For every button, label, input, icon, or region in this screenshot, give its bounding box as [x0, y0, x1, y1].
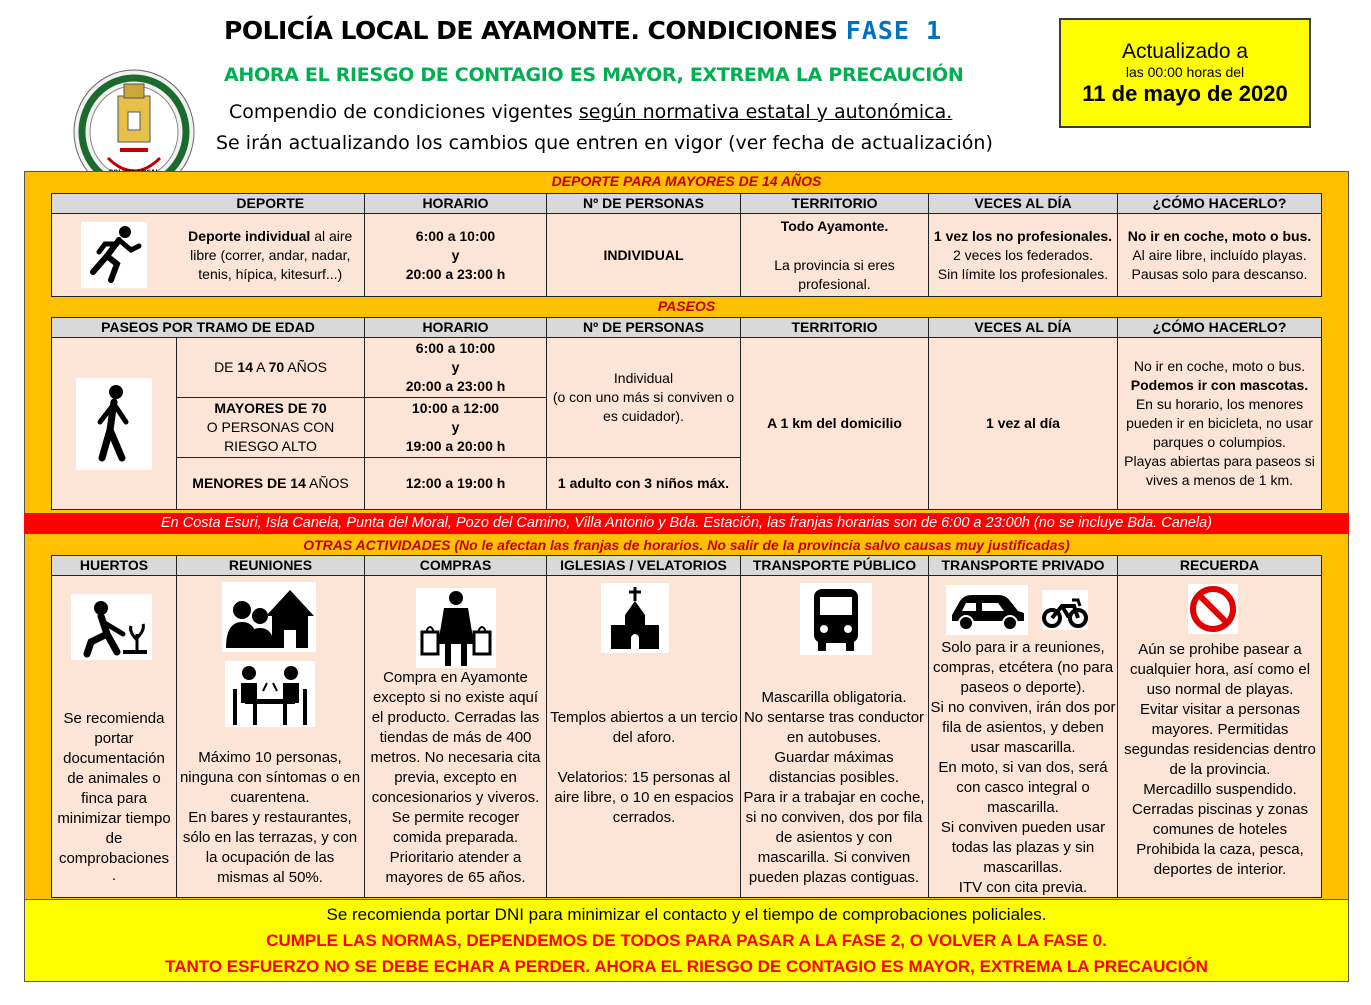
recuerda-text-3: Mercadillo suspendido. — [1143, 781, 1297, 798]
paseos-banner: PASEOS — [657, 298, 716, 314]
deporte-tipo — [177, 214, 365, 297]
r1-b2: 70 — [268, 359, 285, 375]
paseos-header-0: PASEOS POR TRAMO DE EDAD — [52, 318, 365, 338]
date-line-1: Actualizado a — [1121, 40, 1249, 63]
paseos-como-1: No ir en coche, moto o bus. — [1133, 358, 1306, 374]
r1-mid: A — [252, 359, 269, 375]
deporte-horario-1: 6:00 a 10:00 — [415, 227, 496, 244]
church-icon — [601, 583, 669, 653]
deporte-veces-3: Sin límite los profesionales. — [937, 265, 1109, 282]
deporte-banner: DEPORTE PARA MAYORES DE 14 AÑOS — [551, 173, 822, 189]
publico-text-3: Guardar máximas distancias posibles. — [768, 749, 900, 786]
deporte-veces-2: 2 veces los federados. — [952, 246, 1094, 263]
publico-text-1: Mascarilla obligatoria. — [761, 689, 907, 706]
footer-line-1: Se recomienda portar DNI para minimizar el contacto y el tiempo de comprobaciones policiales. — [326, 905, 1047, 924]
otras-header-4: TRANSPORTE PÚBLICO — [741, 556, 929, 576]
header-line-1 — [229, 101, 952, 123]
paseos-veces: 1 vez al día — [929, 338, 1118, 510]
paseos-table — [51, 317, 1322, 510]
compras-text — [366, 668, 545, 888]
date-line-3: 11 de mayo de 2020 — [1082, 81, 1288, 106]
r1-h1: 6:00 a 10:00 — [415, 340, 496, 356]
people-house-icon — [222, 582, 316, 652]
deporte-territorio-1: Todo Ayamonte. — [780, 217, 889, 234]
publico-text — [742, 688, 926, 888]
paseos-personas-menores: 1 adulto con 3 niños máx. — [547, 458, 741, 510]
deporte-como-2: Al aire libre, incluído playas. — [1132, 246, 1307, 263]
reuniones-text-2: En bares y restaurantes, sólo en las terrazas, y con la ocupación de las mismas al 50%. — [182, 809, 358, 886]
paseos-personas-1: Individual — [613, 370, 674, 386]
runner-cell — [52, 214, 177, 297]
page-title — [224, 16, 942, 45]
huertos-text-1: Se recomienda portar documentación de animales o finca para minimizar tiempo de comprobaciones — [57, 710, 171, 867]
r1-pre: DE — [214, 359, 238, 375]
otras-header-0: HUERTOS — [52, 556, 177, 576]
paseos-header-5: ¿CÓMO HACERLO? — [1118, 318, 1322, 338]
car-icon — [946, 585, 1028, 635]
r2-rest: O PERSONAS CON RIESGO ALTO — [206, 419, 335, 454]
privado-text-3: En moto, si van dos, será con casco integral o mascarilla. — [938, 759, 1108, 816]
privado-text — [930, 638, 1116, 898]
bus-icon — [800, 583, 872, 655]
paseos-row-mayores-horario — [365, 398, 547, 458]
r2-h3: 19:00 a 20:00 h — [405, 438, 506, 454]
iglesias-text-1: Templos abiertos a un tercio del aforo. — [550, 709, 738, 746]
deporte-personas: INDIVIDUAL — [547, 214, 741, 297]
deporte-territorio — [741, 214, 929, 297]
deporte-header-2: Nº DE PERSONAS — [547, 194, 741, 214]
compras-text-2: Se permite recoger comida preparada. — [391, 809, 520, 846]
deporte-veces — [929, 214, 1118, 297]
huertos-text — [53, 709, 175, 883]
r2-h2: y — [451, 419, 460, 435]
r1-post: AÑOS — [284, 359, 327, 375]
r1-h3: 20:00 a 23:00 h — [405, 378, 506, 394]
privado-text-1: Solo para ir a reuniones, compras, etcétera (no para paseos o deporte). — [932, 639, 1114, 696]
red-notice-band: En Costa Esuri, Isla Canela, Punta del Moral, Pozo del Camino, Villa Antonio y Bda. Estación, las franjas horarias son de 6:00 a 23:00h (no se incluye Bda. Canela) — [24, 513, 1349, 534]
footer-banner — [24, 899, 1349, 982]
recuerda-text-5: Prohibida la caza, pesca, deportes de interior. — [1136, 841, 1304, 878]
deporte-header-1: HORARIO — [365, 194, 547, 214]
deporte-header-icon-col — [52, 194, 177, 214]
walker-icon — [76, 378, 152, 470]
paseos-header-2: Nº DE PERSONAS — [547, 318, 741, 338]
otras-header-2: COMPRAS — [365, 556, 547, 576]
iglesias-text — [549, 708, 739, 828]
deporte-horario-2: y — [451, 246, 460, 263]
reuniones-text — [178, 748, 362, 888]
r2-bold: MAYORES DE 70 — [214, 400, 327, 416]
motorcycle-icon — [1042, 590, 1088, 630]
title-main: POLICÍA LOCAL DE AYAMONTE. CONDICIONES — [224, 16, 838, 45]
deporte-horario-3: 20:00 a 23:00 h — [405, 265, 506, 282]
recuerda-text — [1120, 640, 1320, 880]
paseos-header-1: HORARIO — [365, 318, 547, 338]
huertos-text-dot: . — [111, 867, 117, 884]
deporte-header-5: ¿CÓMO HACERLO? — [1118, 194, 1322, 214]
otras-header-6: RECUERDA — [1118, 556, 1322, 576]
shopping-icon — [416, 588, 496, 668]
deporte-horario — [365, 214, 547, 297]
recuerda-text-1: Aún se prohibe pasear a cualquier hora, así como el uso normal de playas. — [1129, 641, 1311, 698]
deporte-tipo-rest: al aire libre (correr, andar, nadar, tenis, hípica, kitesurf...) — [190, 227, 353, 282]
r2-h1: 10:00 a 12:00 — [411, 400, 500, 416]
compras-text-3: Prioritario atender a mayores de 65 años. — [385, 849, 526, 886]
otras-header-1: REUNIONES — [177, 556, 365, 576]
publico-text-4: Para ir a trabajar en coche, si no conviven, dos por fila de asientos y con mascarilla. Si conviven pueden plazas contiguas. — [743, 789, 925, 886]
paseos-row-14-70 — [177, 338, 365, 398]
header-line-1-underlined: según normativa estatal y autonómica. — [578, 101, 953, 123]
deporte-territorio-2: La provincia si eres profesional. — [774, 256, 895, 292]
compras-text-1: Compra en Ayamonte excepto si no existe aquí el producto. Cerradas las tiendas de más de 400 metros. No necesaria cita previa, excepto en concesionarios y viveros. — [370, 669, 541, 806]
paseos-como — [1118, 338, 1322, 510]
deporte-header-0: DEPORTE — [177, 194, 365, 214]
update-date-box — [1059, 18, 1311, 128]
paseos-row-14-70-horario — [365, 338, 547, 398]
meeting-table-icon — [225, 661, 315, 727]
runner-icon — [81, 222, 147, 288]
deporte-table — [51, 193, 1322, 297]
paseos-como-4: Playas abiertas para paseos si vives a menos de 1 km. — [1124, 453, 1315, 488]
deporte-tipo-bold: Deporte individual — [188, 227, 311, 244]
otras-banner: OTRAS ACTIVIDADES (No le afectan las franjas de horarios. No salir de la provincia salvo causas muy justificadas) — [303, 537, 1070, 553]
recuerda-text-4: Cerradas piscinas y zonas comunes de hoteles — [1132, 801, 1308, 838]
iglesias-text-2: Velatorios: 15 personas al aire libre, o 10 en espacios cerrados. — [554, 769, 734, 826]
footer-line-3: TANTO ESFUERZO NO SE DEBE ECHAR A PERDER. AHORA EL RIESGO DE CONTAGIO ES MAYOR, EXTREMA LA PRECAUCIÓN — [165, 957, 1208, 976]
reuniones-text-1: Máximo 10 personas, ninguna con síntomas o en cuarentena. — [179, 749, 361, 806]
date-line-2: las 00:00 horas del — [1125, 64, 1245, 80]
r3-rest: AÑOS — [305, 475, 349, 491]
privado-text-2: Si no conviven, irán dos por fila de asientos, y deben usar mascarilla. — [930, 699, 1116, 756]
gardening-icon — [71, 594, 152, 660]
paseos-como-2: Podemos ir con mascotas. — [1130, 377, 1309, 393]
paseos-header-3: TERRITORIO — [741, 318, 929, 338]
privado-text-5: ITV con cita previa. — [958, 879, 1088, 896]
paseos-row-menores-horario: 12:00 a 19:00 h — [365, 458, 547, 510]
r1-h2: y — [451, 359, 460, 375]
deporte-header-3: TERRITORIO — [741, 194, 929, 214]
paseos-como-3: En su horario, los menores pueden ir en bicicleta, no usar parques o columpios. — [1126, 396, 1313, 450]
paseos-territorio: A 1 km del domicilio — [741, 338, 929, 510]
paseos-header-4: VECES AL DÍA — [929, 318, 1118, 338]
walker-cell — [52, 338, 177, 510]
r3-bold: MENORES DE 14 — [192, 475, 306, 491]
paseos-row-mayores — [177, 398, 365, 458]
prohibited-icon — [1188, 584, 1238, 634]
otras-header-5: TRANSPORTE PRIVADO — [929, 556, 1118, 576]
title-fase: FASE 1 — [845, 16, 943, 45]
header-warning: AHORA EL RIESGO DE CONTAGIO ES MAYOR, EXTREMA LA PRECAUCIÓN — [224, 64, 964, 86]
header-line-2: Se irán actualizando los cambios que entren en vigor (ver fecha de actualización) — [216, 132, 993, 154]
privado-text-4: Si conviven pueden usar todas las plazas y sin mascarillas. — [940, 819, 1106, 876]
publico-text-2: No sentarse tras conductor en autobuses. — [743, 709, 925, 746]
deporte-como-3: Pausas solo para descanso. — [1131, 265, 1308, 282]
deporte-veces-1: 1 vez los no profesionales. — [933, 227, 1113, 244]
paseos-row-menores — [177, 458, 365, 510]
header-line-1-text: Compendio de condiciones vigentes — [229, 101, 573, 123]
r1-b1: 14 — [237, 359, 253, 375]
deporte-como — [1118, 214, 1322, 297]
deporte-header-4: VECES AL DÍA — [929, 194, 1118, 214]
otras-header-3: IGLESIAS / VELATORIOS — [547, 556, 741, 576]
deporte-como-1: No ir en coche, moto o bus. — [1127, 227, 1312, 244]
paseos-personas-2: (o con uno más si conviven o es cuidador). — [552, 389, 735, 424]
recuerda-text-2: Evitar visitar a personas mayores. Permitidas segundas residencias dentro de la provincia. — [1124, 701, 1316, 778]
footer-line-2: CUMPLE LAS NORMAS, DEPENDEMOS DE TODOS PARA PASAR A LA FASE 2, O VOLVER A LA FASE 0. — [266, 931, 1107, 950]
paseos-personas — [547, 338, 741, 458]
